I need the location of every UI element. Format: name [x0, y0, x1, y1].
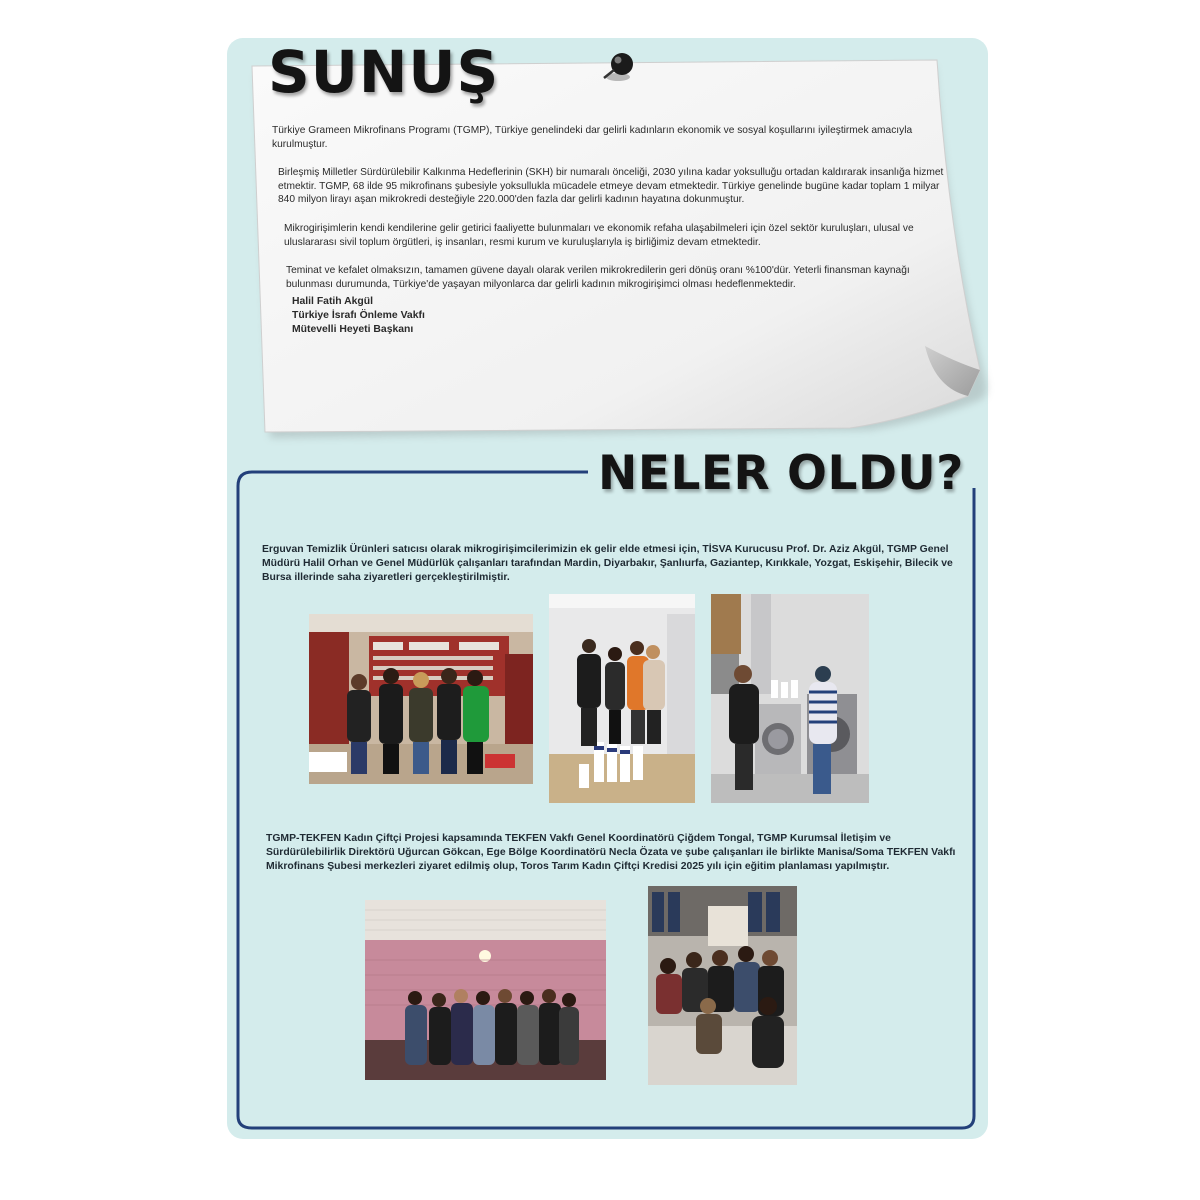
- intro-paragraph: Birleşmiş Milletler Sürdürülebilir Kalkınma Hedeflerinin (SKH) bir numaralı önceliği, 2030 yılına kadar yoksulluğu ortadan kaldırarak insanlığa hizmet etmektir. TGMP, 68 ilde 95 mikrofinans şubesiyle yoksullukla mücadele etmeye devam etmektedir. Türkiye genelinde bugüne kadar toplam 1 milyar 840 milyon lirayı aşan mikrokredi desteğiyle 220.000'den fazla dar gelirli kadının hayatına dokunmuştur.: [278, 167, 944, 206]
- signature: [292, 295, 425, 337]
- signature-role: Mütevelli Heyeti Başkanı: [292, 324, 414, 335]
- news-item: TGMP-TEKFEN Kadın Çiftçi Projesi kapsamında TEKFEN Vakfı Genel Koordinatörü Çiğdem Tongal, TGMP Kurumsal İletişim ve Sürdürülebilirlik Direktörü Uğurcan Gökcan, Ege Bölge Koordinatörü Necla Özata ve şube çalışanları ile birlikte Manisa/Soma TEKFEN Vakfı Mikrofinans Şubesi merkezleri ziyaret edilmiş olup, Toros Tarım Kadın Çiftçi Kredisi 2025 yılı için eğitim planlaması yapılmıştır.: [266, 833, 956, 873]
- neler-oldu-title: NELER OLDU?: [598, 446, 964, 501]
- photo-meeting: [648, 886, 797, 1085]
- signature-org: Türkiye İsrafı Önleme Vakfı: [292, 310, 425, 321]
- intro-text: [272, 124, 948, 306]
- photo-tekfen-group: [365, 900, 606, 1080]
- photo-store-visit: [309, 614, 533, 784]
- news-item: Erguvan Temizlik Ürünleri satıcısı olarak mikrogirişimcilerimizin ek gelir elde etmesi için, TİSVA Kurucusu Prof. Dr. Aziz Akgül, TGMP Genel Müdürü Halil Orhan ve Genel Müdürlük çalışanları tarafından Mardin, Diyarbakır, Şanlıurfa, Gaziantep, Kırıkkale, Yozgat, Eskişehir, Bilecik ve Bursa illerinde saha ziyaretleri gerçekleştirilmiştir.: [262, 544, 953, 584]
- photo-product-delivery: [549, 594, 695, 803]
- signature-name: Halil Fatih Akgül: [292, 296, 374, 307]
- sunus-title: SUNUŞ: [268, 38, 500, 106]
- intro-paragraph: Teminat ve kefalet olmaksızın, tamamen güvene dayalı olarak verilen mikrokredilerin geri dönüş oranı %100'dür. Yeterli finansman kaynağı bulunması durumunda, Türkiye'de yaşayan milyonlarca dar gelirli kadının mikrogirişimci olması hedeflenmektedir.: [286, 265, 910, 290]
- intro-paragraph: Türkiye Grameen Mikrofinans Programı (TGMP), Türkiye genelindeki dar gelirli kadınların ekonomik ve sosyal koşullarını iyileştirmek amacıyla kurulmuştur.: [272, 125, 913, 150]
- intro-paragraph: Mikrogirişimlerin kendi kendilerine gelir getirici faaliyette bulunmaları ve ekonomik refaha ulaşabilmeleri için özel sektör kuruluşları, ulusal ve uluslararası sivil toplum örgütleri, iş insanları, resmi kurum ve kuruluşlarıyla iş birliğimiz devam etmektedir.: [284, 222, 914, 248]
- photo-home-visit: [711, 594, 869, 803]
- push-pin-icon: [600, 50, 644, 84]
